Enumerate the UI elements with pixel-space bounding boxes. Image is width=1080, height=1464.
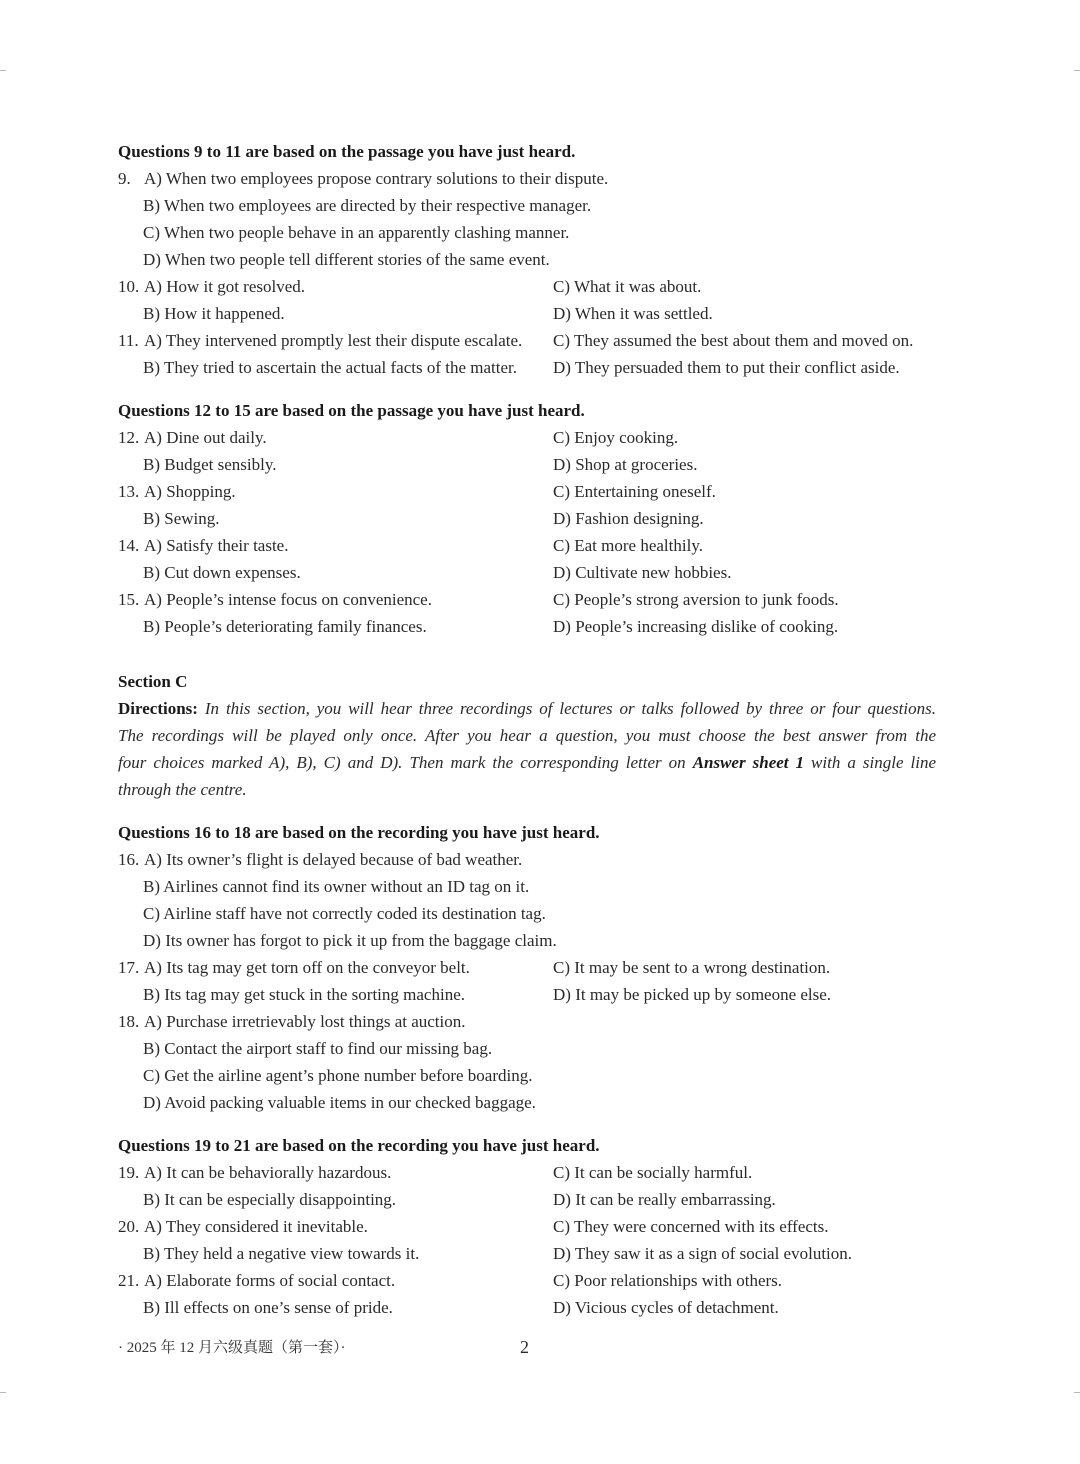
option-b: B) Budget sensibly. <box>143 455 277 474</box>
option-c: C) When two people behave in an apparently clashing manner. <box>143 223 570 242</box>
option-b: B) How it happened. <box>143 304 285 323</box>
question-row <box>118 1035 1018 1062</box>
option-c: C) Entertaining oneself. <box>553 482 716 501</box>
group-heading: Questions 12 to 15 are based on the passage you have just heard. <box>118 401 585 420</box>
question-line <box>118 1008 466 1035</box>
option-d: D) They saw it as a sign of social evolution. <box>553 1244 853 1263</box>
option-a: A) When two employees propose contrary solutions to their dispute. <box>144 169 609 188</box>
question-number: 10. <box>118 277 140 296</box>
option-d: D) Avoid packing valuable items in our checked baggage. <box>143 1093 536 1112</box>
option-b: B) Contact the airport staff to find our missing bag. <box>143 1039 493 1058</box>
question-row <box>118 327 1018 354</box>
option-d: D) Its owner has forgot to pick it up from the baggage claim. <box>143 931 557 950</box>
question-row <box>118 273 1018 300</box>
directions-text: four choices marked A), B), C) and D). Then mark the corresponding letter on <box>118 753 686 772</box>
question-row <box>118 1089 1018 1116</box>
question-row <box>118 300 1018 327</box>
option-c: C) People’s strong aversion to junk foods. <box>553 590 839 609</box>
option-a: A) People’s intense focus on convenience. <box>144 590 432 609</box>
question-row <box>118 927 1018 954</box>
option-b: B) They tried to ascertain the actual facts of the matter. <box>143 358 518 377</box>
question-row <box>118 505 1018 532</box>
question-number: 15. <box>118 590 140 609</box>
question-row <box>118 1159 1018 1186</box>
question-number: 9. <box>118 169 131 188</box>
option-a: A) Shopping. <box>144 482 236 501</box>
question-row <box>118 1062 1018 1089</box>
option-b: B) Its tag may get stuck in the sorting machine. <box>143 985 465 1004</box>
option-b: B) They held a negative view towards it. <box>143 1244 420 1263</box>
option-c: C) Enjoy cooking. <box>553 428 679 447</box>
option-b: B) Airlines cannot find its owner without an ID tag on it. <box>143 877 530 896</box>
option-c: C) They were concerned with its effects. <box>553 1217 829 1236</box>
option-a: A) They considered it inevitable. <box>144 1217 368 1236</box>
option-b: B) Cut down expenses. <box>143 563 301 582</box>
section-c-directions-line <box>118 749 936 776</box>
option-d: D) It may be picked up by someone else. <box>553 985 832 1004</box>
question-row <box>118 1267 1018 1294</box>
question-row <box>118 586 1018 613</box>
option-d: D) Shop at groceries. <box>553 455 698 474</box>
option-d: D) When two people tell different stories of the same event. <box>143 250 550 269</box>
option-a: A) It can be behaviorally hazardous. <box>144 1163 392 1182</box>
question-row <box>118 354 1018 381</box>
option-c: C) They assumed the best about them and moved on. <box>553 331 914 350</box>
option-d: D) People’s increasing dislike of cooking. <box>553 617 839 636</box>
question-row <box>118 1294 1018 1321</box>
option-b: B) People’s deteriorating family finances. <box>143 617 427 636</box>
question-row <box>118 451 1018 478</box>
question-number: 20. <box>118 1217 140 1236</box>
question-row <box>118 165 1018 192</box>
option-a: A) Its owner’s flight is delayed because of bad weather. <box>144 850 523 869</box>
option-d: D) Cultivate new hobbies. <box>553 563 732 582</box>
page-number: 2 <box>520 1337 529 1357</box>
question-number: 16. <box>118 850 140 869</box>
question-number: 19. <box>118 1163 140 1182</box>
section-c-title: Section C <box>118 672 188 691</box>
option-a: A) Purchase irretrievably lost things at auction. <box>144 1012 466 1031</box>
group-heading: Questions 16 to 18 are based on the recording you have just heard. <box>118 823 600 842</box>
option-a: A) Satisfy their taste. <box>144 536 289 555</box>
option-a: A) They intervened promptly lest their dispute escalate. <box>144 331 523 350</box>
question-row <box>118 1213 1018 1240</box>
question-row <box>118 1186 1018 1213</box>
question-number: 17. <box>118 958 140 977</box>
question-line <box>118 1267 395 1294</box>
option-c: C) It can be socially harmful. <box>553 1163 753 1182</box>
question-line <box>118 1159 391 1186</box>
option-d: D) Vicious cycles of detachment. <box>553 1298 779 1317</box>
question-number: 11. <box>118 331 139 350</box>
question-row <box>118 192 1018 219</box>
question-row <box>118 900 1018 927</box>
crop-mark <box>1074 1392 1080 1393</box>
crop-mark <box>1074 70 1080 71</box>
question-row <box>118 1008 1018 1035</box>
question-row <box>118 424 1018 451</box>
option-c: C) Get the airline agent’s phone number before boarding. <box>143 1066 533 1085</box>
question-line <box>118 846 522 873</box>
question-row <box>118 981 1018 1008</box>
question-number: 18. <box>118 1012 140 1031</box>
question-row <box>118 559 1018 586</box>
question-row <box>118 873 1018 900</box>
question-line <box>118 954 470 981</box>
option-a: A) Elaborate forms of social contact. <box>144 1271 396 1290</box>
question-row <box>118 954 1018 981</box>
option-a: A) How it got resolved. <box>144 277 306 296</box>
question-row <box>118 532 1018 559</box>
option-c: C) It may be sent to a wrong destination. <box>553 958 831 977</box>
option-d: D) Fashion designing. <box>553 509 704 528</box>
question-line <box>118 424 267 451</box>
option-a: A) Dine out daily. <box>144 428 267 447</box>
footer-exam-label: · 2025 年 12 月六级真题（第一套）· <box>118 1340 346 1356</box>
option-b: B) Sewing. <box>143 509 220 528</box>
section-c-directions-line: The recordings will be played only once. After you hear a question, you must choose the best answer from the <box>118 726 936 745</box>
question-row <box>118 1240 1018 1267</box>
question-line <box>118 327 522 354</box>
directions-text: with a single line <box>804 753 936 772</box>
option-b: B) When two employees are directed by their respective manager. <box>143 196 592 215</box>
directions-text: In this section, you will hear three recordings of lectures or talks followed by three or four questions. <box>204 699 936 718</box>
group-heading: Questions 19 to 21 are based on the recording you have just heard. <box>118 1136 600 1155</box>
option-d: D) They persuaded them to put their conflict aside. <box>553 358 900 377</box>
answer-sheet-ref: Answer sheet 1 <box>692 753 805 772</box>
option-c: C) Eat more healthily. <box>553 536 703 555</box>
question-number: 13. <box>118 482 140 501</box>
directions-label: Directions: <box>118 699 198 718</box>
option-c: C) Poor relationships with others. <box>553 1271 783 1290</box>
crop-mark <box>0 1392 6 1393</box>
option-b: B) It can be especially disappointing. <box>143 1190 397 1209</box>
question-row <box>118 219 1018 246</box>
option-b: B) Ill effects on one’s sense of pride. <box>143 1298 393 1317</box>
section-c-directions-line <box>118 695 936 722</box>
question-line <box>118 478 236 505</box>
group-heading: Questions 9 to 11 are based on the passage you have just heard. <box>118 142 576 161</box>
question-number: 14. <box>118 536 140 555</box>
option-d: D) It can be really embarrassing. <box>553 1190 776 1209</box>
crop-mark <box>0 70 6 71</box>
question-row <box>118 613 1018 640</box>
option-c: C) What it was about. <box>553 277 702 296</box>
question-row <box>118 846 1018 873</box>
question-row <box>118 478 1018 505</box>
section-c-directions-line: through the centre. <box>118 780 247 799</box>
question-row <box>118 246 1018 273</box>
question-line <box>118 165 608 192</box>
question-line <box>118 532 288 559</box>
question-line <box>118 586 432 613</box>
option-a: A) Its tag may get torn off on the conveyor belt. <box>144 958 470 977</box>
option-c: C) Airline staff have not correctly coded its destination tag. <box>143 904 546 923</box>
option-d: D) When it was settled. <box>553 304 713 323</box>
question-line <box>118 273 305 300</box>
question-number: 21. <box>118 1271 140 1290</box>
question-line <box>118 1213 368 1240</box>
question-number: 12. <box>118 428 140 447</box>
